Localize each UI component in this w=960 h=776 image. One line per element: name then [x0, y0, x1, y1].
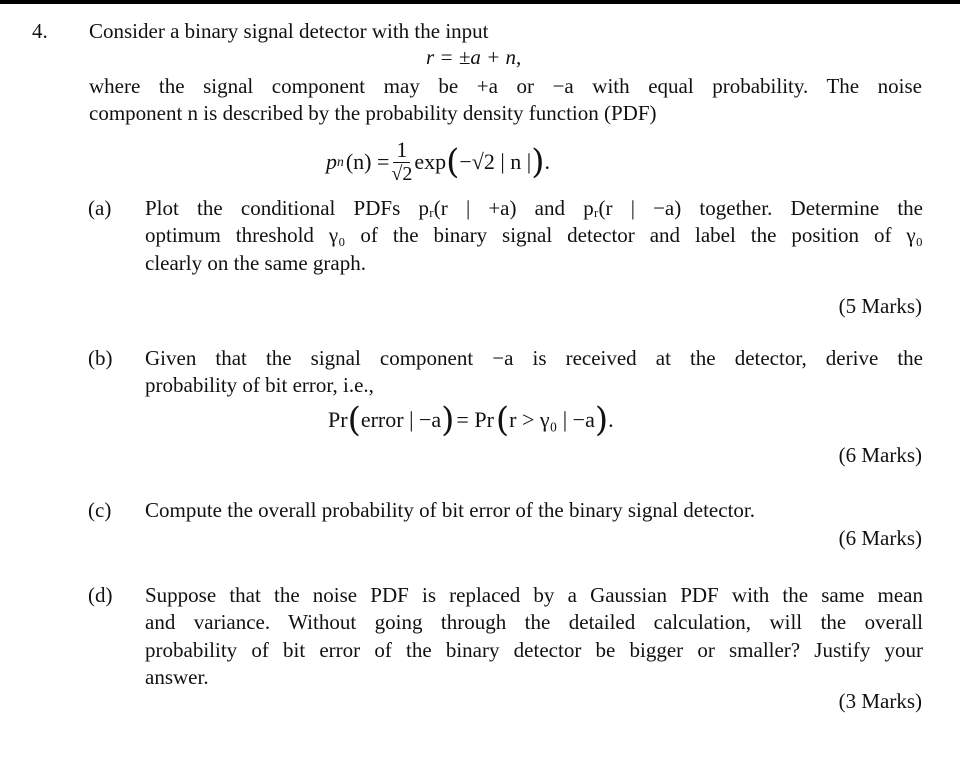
part-d-line-1: Suppose that the noise PDF is replaced by a Gaussian PDF with the same mean [145, 583, 923, 607]
part-d-line-2: and variance. Without going through the detailed calculation, will the overall [145, 610, 923, 635]
question-intro: Consider a binary signal detector with the input [89, 19, 489, 43]
part-d-label: (d) [88, 583, 113, 607]
part-b-equation: Pr ( error | −a ) = Pr ( r > γ₀ | −a ) . [328, 400, 614, 440]
part-c-text [145, 497, 923, 524]
part-b-eq-end: . [608, 406, 614, 432]
pdf-exp: exp [414, 148, 447, 174]
pdf-frac-num: 1 [393, 138, 410, 163]
pdf-lhs-sub: n [337, 154, 344, 170]
pdf-frac-den: √2 [391, 163, 413, 186]
part-b-line-2: probability of bit error, i.e., [145, 373, 374, 398]
pdf-close-paren: ) [531, 142, 545, 182]
noise-description-line-1: where the signal component may be +a or −a with equal probability. The noise [89, 74, 922, 98]
noise-description [89, 73, 922, 128]
part-b-line-1: Given that the signal component −a is received at the detector, derive the [145, 346, 923, 370]
part-b-eq-inner1: error | −a [360, 406, 442, 432]
noise-description-line-2: component n is described by the probability density function (PDF) [89, 101, 657, 126]
top-border [0, 0, 960, 4]
part-a-line-1: Plot the conditional PDFs pᵣ(r | +a) and pᵣ(r | −a) together. Determine the [145, 196, 923, 220]
part-d-text [145, 582, 923, 691]
part-b-label: (b) [88, 346, 113, 370]
input-equation: r = ±a + n, [426, 45, 522, 69]
pdf-open-paren: ( [446, 142, 460, 182]
pdf-lhs-arg: (n) = [345, 148, 390, 174]
part-d-line-3: probability of bit error of the binary detector be bigger or smaller? Justify your [145, 637, 923, 662]
part-b-eq-inner2: r > γ₀ | −a [509, 406, 595, 432]
pdf-exp-body: −√2 | n | [459, 148, 532, 174]
part-a-line-3: clearly on the same graph. [145, 250, 366, 275]
pdf-fraction [391, 138, 412, 186]
part-c-label: (c) [88, 498, 112, 522]
part-b-text [145, 345, 923, 400]
part-d-line-4: answer. [145, 664, 209, 689]
part-b-marks: (6 Marks) [838, 443, 922, 467]
part-d-marks: (3 Marks) [838, 689, 922, 713]
part-a-line-2: optimum threshold γ₀ of the binary signal detector and label the position of γ₀ [145, 223, 923, 248]
pdf-equation [326, 132, 550, 192]
part-c-marks: (6 Marks) [838, 526, 922, 550]
part-a-marks: (5 Marks) [838, 294, 922, 318]
part-a-text [145, 195, 923, 277]
part-b-eq-eq: = Pr [456, 406, 494, 432]
pdf-end: . [544, 148, 550, 174]
part-a-label: (a) [88, 196, 112, 220]
pdf-lhs: p [326, 148, 337, 174]
part-c-line-1: Compute the overall probability of bit error of the binary signal detector. [145, 498, 755, 522]
part-b-eq-pr1: Pr [328, 406, 348, 432]
question-number: 4. [32, 19, 48, 43]
